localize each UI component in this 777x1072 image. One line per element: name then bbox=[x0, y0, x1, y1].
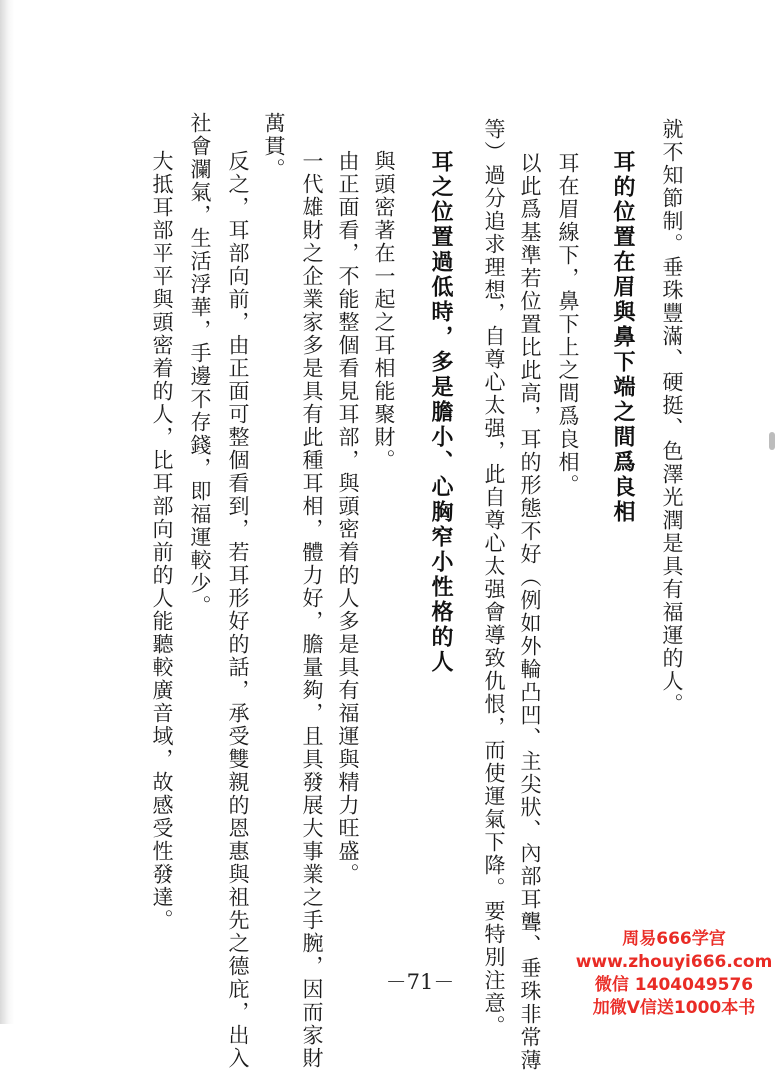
section-heading: 耳之位置過低時，多是膽小、心胸窄小性格的人 bbox=[428, 150, 453, 675]
text-column: 由正面看，不能整個看見耳部，與頭密着的人多是具有福運與精力旺盛。 bbox=[336, 150, 360, 886]
text-column: 大抵耳部平平與頭密着的人，比耳部向前的人能聽較廣音域，故感受性發達。 bbox=[150, 150, 174, 932]
text-column: 等︶過分追求理想，自尊心太强，此自尊心太强會導致仇恨，而使運氣下降。要特別注意。 bbox=[482, 118, 506, 1038]
watermark-line: 加微V信送1000本书 bbox=[592, 998, 756, 1018]
text-column: 萬貫。 bbox=[262, 112, 286, 181]
scrollbar-handle[interactable] bbox=[769, 432, 775, 450]
text-column: 一代雄財之企業家多是具有此種耳相，體力好，膽量夠，且具發展大事業之手腕，因而家財 bbox=[300, 150, 324, 1070]
watermark-line: 微信 1404049576 bbox=[594, 975, 754, 995]
page-number: －71－ bbox=[385, 970, 455, 994]
text-column: 反之，耳部向前，由正面可整個看到，若耳形好的話，承受雙親的恩惠與祖先之德庇，出入 bbox=[226, 150, 250, 1070]
text-column: 與頭密著在一起之耳相能聚財。 bbox=[372, 150, 396, 472]
text-column: 社會瀾氣，生活浮華，手邊不存錢，即福運較少。 bbox=[188, 112, 212, 618]
watermark-url: www.zhouyi666.com bbox=[575, 952, 773, 972]
text-column: 耳在眉線下，鼻下上之間爲良相。 bbox=[556, 152, 580, 497]
text-column: 就不知節制。垂珠豐滿、硬挺、色澤光潤是具有福運的人。 bbox=[660, 118, 684, 716]
watermark bbox=[574, 928, 774, 1020]
section-heading: 耳的位置在眉與鼻下端之間爲良相 bbox=[610, 150, 635, 525]
text-column: 以此爲基準若位置比此高，耳的形態不好︵例如外輪凸凹、主尖狀、內部耳聾、垂珠非常薄 bbox=[518, 152, 542, 1072]
watermark-line: 周易666学宫 bbox=[622, 929, 726, 949]
page-edge-shadow bbox=[0, 0, 14, 1024]
